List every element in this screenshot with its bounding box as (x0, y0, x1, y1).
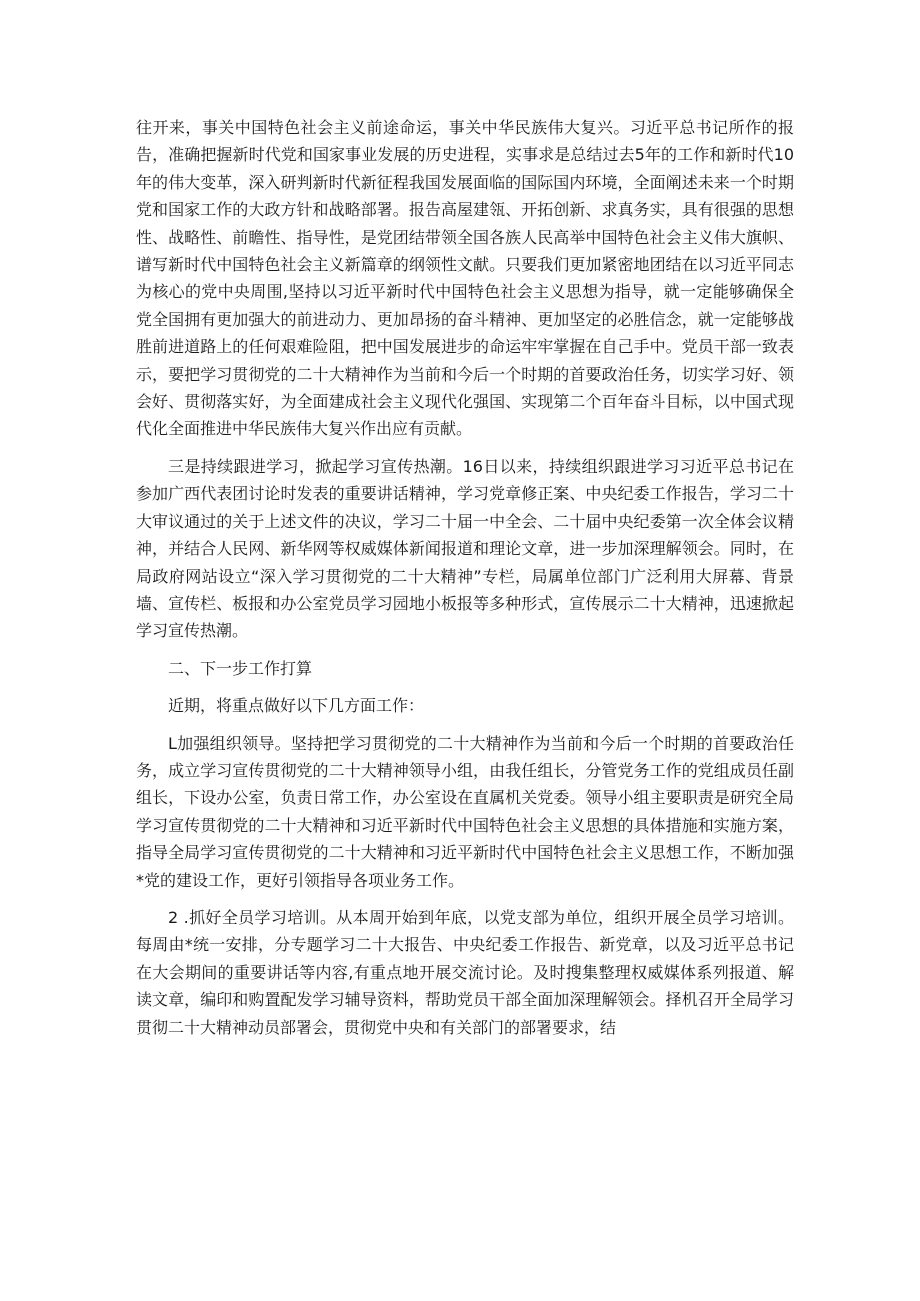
paragraph-continued-study: 三是持续跟进学习，掀起学习宣传热潮。16日以来，持续组织跟进学习习近平总书记在参加广西代表团讨论时发表的重要讲话精神，学习党章修正案、中央纪委工作报告，学习二十大审议通过的关于上述文件的决议，学习二十届一中全会、二十届中央纪委第一次全体会议精神，并结合人民网、新华网等权威媒体新闻报道和理论文章，进一步加深理解领会。同时，在局政府网站设立“深入学习贯彻党的二十大精神”专栏，局属单位部门广泛利用大屏幕、背景墙、宣传栏、板报和办公室党员学习园地小板报等多种形式，宣传展示二十大精神，迅速掀起学习宣传热潮。 (136, 456, 794, 641)
paragraph-intro-next-steps: 近期，将重点做好以下几方面工作： (168, 696, 425, 716)
paragraph-item-2-training: 2 .抓好全员学习培训。从本周开始到年底，以党支部为单位，组织开展全员学习培训。每周由*统一安排，分专题学习二十大报告、中央纪委工作报告、新党章，以及习近平总书记在大会期间的重要讲话等内容,有重点地开展交流讨论。及时搜集整理权威媒体系列报道、解读文章，编印和购置配发学习辅导资料，帮助党员干部全面加深理解领会。择机召开全局学习贯彻二十大精神动员部署会，贯彻党中央和有关部门的部署要求，结 (136, 907, 794, 1037)
paragraph-item-1-leadership: L加强组织领导。坚持把学习贯彻党的二十大精神作为当前和今后一个时期的首要政治任务，成立学习宣传贯彻党的二十大精神领导小组，由我任组长，分管党务工作的党组成员任副组长，下设办公室，负责日常工作，办公室设在直属机关党委。领导小组主要职责是研究全局学习宣传贯彻党的二十大精神和习近平新时代中国特色社会主义思想的具体措施和实施方案，指导全局学习宣传贯彻党的二十大精神和习近平新时代中国特色社会主义思想工作，不断加强*党的建设工作，更好引领指导各项业务工作。 (136, 733, 794, 890)
document-body (136, 114, 794, 1051)
section-heading-next-steps: 二、下一步工作打算 (168, 658, 313, 678)
paragraph-report-summary: 往开来，事关中国特色社会主义前途命运，事关中华民族伟大复兴。习近平总书记所作的报告，准确把握新时代党和国家事业发展的历史进程，实事求是总结过去5年的工作和新时代10年的伟大变革，深入研判新时代新征程我国发展面临的国际国内环境，全面阐述未来一个时期党和国家工作的大政方针和战略部署。报告高屋建瓴、开拓创新、求真务实，具有很强的思想性、战略性、前瞻性、指导性，是党团结带领全国各族人民高举中国特色社会主义伟大旗帜、谱写新时代中国特色社会主义新篇章的纲领性文献。只要我们更加紧密地团结在以习近平同志为核心的党中央周围,坚持以习近平新时代中国特色社会主义思想为指导，就一定能够确保全党全国拥有更加强大的前进动力、更加昂扬的奋斗精神、更加坚定的必胜信念，就一定能够战胜前进道路上的任何艰难险阻，把中国发展进步的命运牢牢掌握在自己手中。党员干部一致表示，要把学习贯彻党的二十大精神作为当前和今后一个时期的首要政治任务，切实学习好、领会好、贯彻落实好，为全面建成社会主义现代化强国、实现第二个百年奋斗目标，以中国式现代化全面推进中华民族伟大复兴作出应有贡献。 (136, 118, 794, 439)
